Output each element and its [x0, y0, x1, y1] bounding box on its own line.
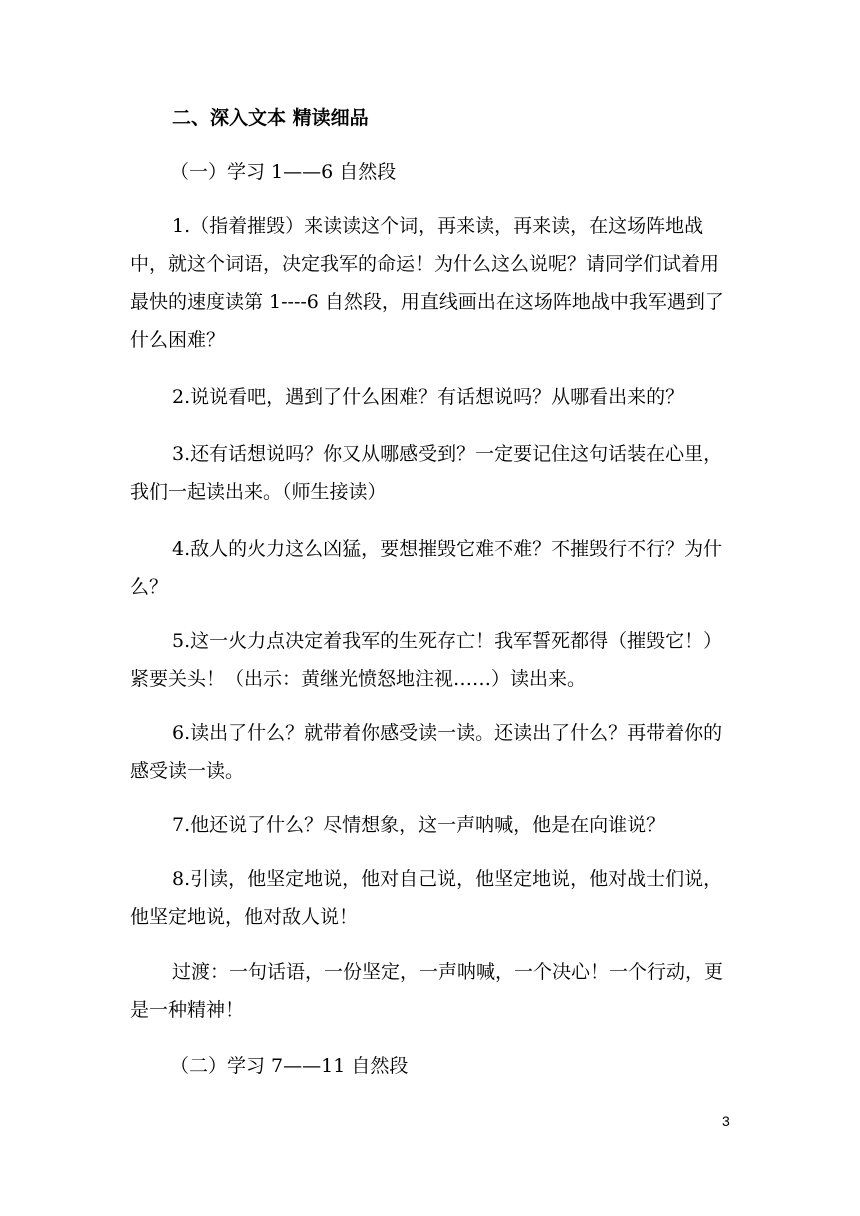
subsection-title-2: （二）学习 7——11 自然段: [170, 1055, 409, 1077]
page-number: 3: [722, 1113, 730, 1129]
paragraph-7: 7.他还说了什么？尽情想象，这一声呐喊，他是在向谁说？: [172, 814, 666, 836]
paragraph-2: 2.说说看吧，遇到了什么困难？有话想说吗？从哪看出来的？: [172, 386, 685, 408]
paragraph-transition: 过渡：一句话语，一份坚定，一声呐喊，一个决心！一个行动，更是一种精神！: [130, 961, 724, 1021]
paragraph-5: 5.这一火力点决定着我军的生死存亡！我军誓死都得（摧毁它！）紧要关头！（出示：黄继光愤怒地注视……）读出来。: [130, 630, 723, 690]
paragraph-1: 1.（指着摧毁）来读读这个词，再来读，再来读，在这场阵地战中，就这个词语，决定我军的命运！为什么这么说呢？请同学们试着用最快的速度读第 1----6 自然段，用直线画出在这场阵地战中我军遇到了什么困难？: [130, 215, 724, 351]
paragraph-8: 8.引读，他坚定地说，他对自己说，他坚定地说，他对战士们说，他坚定地说，他对敌人说！: [130, 868, 723, 928]
subsection-title-1: （一）学习 1——6 自然段: [170, 161, 397, 183]
paragraph-3: 3.还有话想说吗？你又从哪感受到？一定要记住这句话装在心里，我们一起读出来。（师生接读）: [130, 443, 723, 503]
paragraph-6: 6.读出了什么？就带着你感受读一读。还读出了什么？再带着你的感受读一读。: [130, 722, 723, 782]
section-heading: 二、深入文本 精读细品: [172, 107, 369, 129]
paragraph-4: 4.敌人的火力这么凶猛，要想摧毁它难不难？不摧毁行不行？为什么？: [130, 538, 723, 598]
